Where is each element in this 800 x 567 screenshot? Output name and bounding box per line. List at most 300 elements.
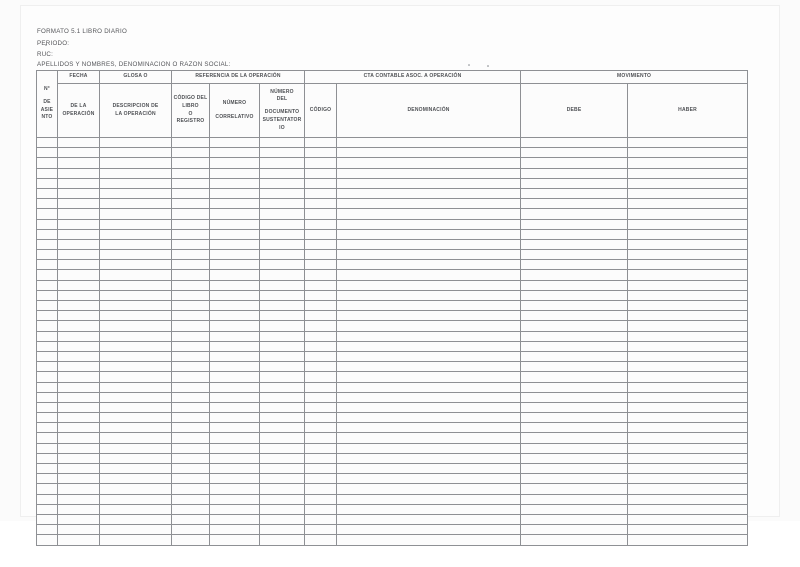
- cell-codigo-libro[interactable]: [172, 484, 210, 494]
- cell-codigo-libro[interactable]: [172, 464, 210, 474]
- cell-codigo-libro[interactable]: [172, 504, 210, 514]
- cell-numero-asiento[interactable]: [37, 260, 58, 270]
- cell-debe[interactable]: [521, 413, 628, 423]
- cell-debe[interactable]: [521, 535, 628, 545]
- cell-numero-correlativo[interactable]: [210, 443, 260, 453]
- cell-codigo-cuenta[interactable]: [305, 239, 337, 249]
- cell-glosa[interactable]: [100, 311, 172, 321]
- cell-numero-correlativo[interactable]: [210, 148, 260, 158]
- cell-numero-correlativo[interactable]: [210, 158, 260, 168]
- cell-numero-documento[interactable]: [260, 270, 305, 280]
- cell-codigo-cuenta[interactable]: [305, 402, 337, 412]
- cell-haber[interactable]: [628, 168, 748, 178]
- cell-fecha[interactable]: [58, 372, 100, 382]
- cell-debe[interactable]: [521, 331, 628, 341]
- cell-numero-asiento[interactable]: [37, 229, 58, 239]
- cell-denominacion[interactable]: [337, 250, 521, 260]
- cell-codigo-libro[interactable]: [172, 453, 210, 463]
- cell-debe[interactable]: [521, 351, 628, 361]
- cell-codigo-cuenta[interactable]: [305, 148, 337, 158]
- cell-denominacion[interactable]: [337, 514, 521, 524]
- cell-numero-asiento[interactable]: [37, 341, 58, 351]
- cell-numero-correlativo[interactable]: [210, 392, 260, 402]
- cell-denominacion[interactable]: [337, 290, 521, 300]
- cell-glosa[interactable]: [100, 188, 172, 198]
- table-row[interactable]: [37, 280, 748, 290]
- cell-glosa[interactable]: [100, 260, 172, 270]
- cell-glosa[interactable]: [100, 351, 172, 361]
- cell-codigo-libro[interactable]: [172, 321, 210, 331]
- cell-debe[interactable]: [521, 453, 628, 463]
- cell-numero-asiento[interactable]: [37, 494, 58, 504]
- cell-glosa[interactable]: [100, 290, 172, 300]
- cell-numero-correlativo[interactable]: [210, 331, 260, 341]
- cell-fecha[interactable]: [58, 280, 100, 290]
- cell-glosa[interactable]: [100, 219, 172, 229]
- cell-numero-correlativo[interactable]: [210, 525, 260, 535]
- cell-numero-asiento[interactable]: [37, 178, 58, 188]
- cell-numero-asiento[interactable]: [37, 514, 58, 524]
- cell-codigo-cuenta[interactable]: [305, 351, 337, 361]
- cell-numero-asiento[interactable]: [37, 392, 58, 402]
- cell-codigo-libro[interactable]: [172, 188, 210, 198]
- cell-fecha[interactable]: [58, 494, 100, 504]
- cell-debe[interactable]: [521, 433, 628, 443]
- cell-numero-asiento[interactable]: [37, 464, 58, 474]
- cell-numero-correlativo[interactable]: [210, 301, 260, 311]
- cell-haber[interactable]: [628, 525, 748, 535]
- cell-haber[interactable]: [628, 402, 748, 412]
- table-row[interactable]: [37, 188, 748, 198]
- cell-denominacion[interactable]: [337, 168, 521, 178]
- cell-numero-asiento[interactable]: [37, 525, 58, 535]
- cell-debe[interactable]: [521, 443, 628, 453]
- cell-denominacion[interactable]: [337, 413, 521, 423]
- cell-numero-asiento[interactable]: [37, 413, 58, 423]
- table-row[interactable]: [37, 433, 748, 443]
- table-row[interactable]: [37, 321, 748, 331]
- cell-codigo-cuenta[interactable]: [305, 270, 337, 280]
- cell-fecha[interactable]: [58, 239, 100, 249]
- cell-haber[interactable]: [628, 504, 748, 514]
- cell-fecha[interactable]: [58, 341, 100, 351]
- cell-haber[interactable]: [628, 413, 748, 423]
- cell-glosa[interactable]: [100, 494, 172, 504]
- cell-codigo-libro[interactable]: [172, 138, 210, 148]
- cell-numero-correlativo[interactable]: [210, 138, 260, 148]
- table-row[interactable]: [37, 199, 748, 209]
- cell-debe[interactable]: [521, 464, 628, 474]
- cell-haber[interactable]: [628, 423, 748, 433]
- table-row[interactable]: [37, 535, 748, 545]
- cell-numero-correlativo[interactable]: [210, 433, 260, 443]
- cell-numero-asiento[interactable]: [37, 382, 58, 392]
- cell-numero-asiento[interactable]: [37, 250, 58, 260]
- cell-denominacion[interactable]: [337, 484, 521, 494]
- cell-haber[interactable]: [628, 484, 748, 494]
- cell-fecha[interactable]: [58, 433, 100, 443]
- cell-debe[interactable]: [521, 362, 628, 372]
- cell-codigo-libro[interactable]: [172, 423, 210, 433]
- cell-haber[interactable]: [628, 301, 748, 311]
- cell-fecha[interactable]: [58, 158, 100, 168]
- cell-numero-documento[interactable]: [260, 504, 305, 514]
- cell-fecha[interactable]: [58, 148, 100, 158]
- cell-numero-correlativo[interactable]: [210, 413, 260, 423]
- cell-numero-documento[interactable]: [260, 239, 305, 249]
- cell-numero-asiento[interactable]: [37, 290, 58, 300]
- cell-haber[interactable]: [628, 494, 748, 504]
- cell-codigo-libro[interactable]: [172, 474, 210, 484]
- cell-numero-asiento[interactable]: [37, 148, 58, 158]
- cell-denominacion[interactable]: [337, 321, 521, 331]
- cell-fecha[interactable]: [58, 219, 100, 229]
- cell-numero-correlativo[interactable]: [210, 260, 260, 270]
- cell-numero-asiento[interactable]: [37, 331, 58, 341]
- cell-haber[interactable]: [628, 474, 748, 484]
- table-row[interactable]: [37, 525, 748, 535]
- table-row[interactable]: [37, 504, 748, 514]
- cell-haber[interactable]: [628, 270, 748, 280]
- cell-haber[interactable]: [628, 382, 748, 392]
- cell-codigo-cuenta[interactable]: [305, 525, 337, 535]
- cell-denominacion[interactable]: [337, 392, 521, 402]
- cell-haber[interactable]: [628, 138, 748, 148]
- cell-fecha[interactable]: [58, 382, 100, 392]
- cell-codigo-libro[interactable]: [172, 433, 210, 443]
- cell-denominacion[interactable]: [337, 474, 521, 484]
- cell-glosa[interactable]: [100, 280, 172, 290]
- cell-codigo-cuenta[interactable]: [305, 311, 337, 321]
- cell-denominacion[interactable]: [337, 148, 521, 158]
- cell-codigo-cuenta[interactable]: [305, 280, 337, 290]
- cell-numero-correlativo[interactable]: [210, 351, 260, 361]
- cell-debe[interactable]: [521, 504, 628, 514]
- cell-codigo-libro[interactable]: [172, 280, 210, 290]
- cell-debe[interactable]: [521, 290, 628, 300]
- table-row[interactable]: [37, 413, 748, 423]
- table-row[interactable]: [37, 494, 748, 504]
- cell-denominacion[interactable]: [337, 270, 521, 280]
- cell-denominacion[interactable]: [337, 311, 521, 321]
- cell-haber[interactable]: [628, 311, 748, 321]
- table-row[interactable]: [37, 372, 748, 382]
- cell-numero-documento[interactable]: [260, 290, 305, 300]
- cell-debe[interactable]: [521, 280, 628, 290]
- cell-numero-correlativo[interactable]: [210, 514, 260, 524]
- cell-glosa[interactable]: [100, 301, 172, 311]
- cell-codigo-libro[interactable]: [172, 341, 210, 351]
- cell-fecha[interactable]: [58, 453, 100, 463]
- cell-haber[interactable]: [628, 464, 748, 474]
- cell-fecha[interactable]: [58, 168, 100, 178]
- cell-codigo-libro[interactable]: [172, 239, 210, 249]
- cell-numero-correlativo[interactable]: [210, 423, 260, 433]
- cell-numero-documento[interactable]: [260, 341, 305, 351]
- cell-numero-documento[interactable]: [260, 209, 305, 219]
- cell-numero-asiento[interactable]: [37, 402, 58, 412]
- cell-debe[interactable]: [521, 392, 628, 402]
- cell-denominacion[interactable]: [337, 494, 521, 504]
- cell-numero-asiento[interactable]: [37, 188, 58, 198]
- cell-codigo-cuenta[interactable]: [305, 168, 337, 178]
- cell-fecha[interactable]: [58, 464, 100, 474]
- cell-codigo-cuenta[interactable]: [305, 178, 337, 188]
- cell-fecha[interactable]: [58, 199, 100, 209]
- cell-numero-correlativo[interactable]: [210, 229, 260, 239]
- cell-debe[interactable]: [521, 229, 628, 239]
- cell-haber[interactable]: [628, 250, 748, 260]
- cell-denominacion[interactable]: [337, 402, 521, 412]
- cell-numero-documento[interactable]: [260, 392, 305, 402]
- table-row[interactable]: [37, 453, 748, 463]
- cell-haber[interactable]: [628, 209, 748, 219]
- cell-debe[interactable]: [521, 321, 628, 331]
- cell-numero-documento[interactable]: [260, 178, 305, 188]
- table-row[interactable]: [37, 382, 748, 392]
- cell-fecha[interactable]: [58, 138, 100, 148]
- cell-codigo-cuenta[interactable]: [305, 514, 337, 524]
- cell-fecha[interactable]: [58, 474, 100, 484]
- cell-denominacion[interactable]: [337, 199, 521, 209]
- cell-glosa[interactable]: [100, 148, 172, 158]
- cell-numero-documento[interactable]: [260, 331, 305, 341]
- cell-numero-correlativo[interactable]: [210, 270, 260, 280]
- cell-fecha[interactable]: [58, 260, 100, 270]
- cell-debe[interactable]: [521, 250, 628, 260]
- cell-fecha[interactable]: [58, 514, 100, 524]
- cell-codigo-cuenta[interactable]: [305, 372, 337, 382]
- cell-numero-documento[interactable]: [260, 402, 305, 412]
- cell-numero-asiento[interactable]: [37, 504, 58, 514]
- cell-numero-correlativo[interactable]: [210, 239, 260, 249]
- cell-codigo-libro[interactable]: [172, 199, 210, 209]
- cell-codigo-cuenta[interactable]: [305, 433, 337, 443]
- cell-numero-documento[interactable]: [260, 250, 305, 260]
- cell-codigo-libro[interactable]: [172, 270, 210, 280]
- table-row[interactable]: [37, 351, 748, 361]
- cell-fecha[interactable]: [58, 311, 100, 321]
- cell-codigo-libro[interactable]: [172, 260, 210, 270]
- cell-numero-correlativo[interactable]: [210, 535, 260, 545]
- cell-glosa[interactable]: [100, 514, 172, 524]
- cell-fecha[interactable]: [58, 402, 100, 412]
- cell-codigo-libro[interactable]: [172, 382, 210, 392]
- cell-codigo-libro[interactable]: [172, 525, 210, 535]
- table-row[interactable]: [37, 311, 748, 321]
- cell-numero-documento[interactable]: [260, 433, 305, 443]
- cell-codigo-libro[interactable]: [172, 351, 210, 361]
- cell-numero-asiento[interactable]: [37, 372, 58, 382]
- cell-numero-asiento[interactable]: [37, 474, 58, 484]
- cell-numero-correlativo[interactable]: [210, 219, 260, 229]
- table-row[interactable]: [37, 178, 748, 188]
- cell-numero-documento[interactable]: [260, 260, 305, 270]
- cell-glosa[interactable]: [100, 504, 172, 514]
- table-row[interactable]: [37, 341, 748, 351]
- cell-debe[interactable]: [521, 382, 628, 392]
- cell-codigo-cuenta[interactable]: [305, 331, 337, 341]
- cell-numero-documento[interactable]: [260, 514, 305, 524]
- table-row[interactable]: [37, 301, 748, 311]
- cell-debe[interactable]: [521, 158, 628, 168]
- cell-numero-asiento[interactable]: [37, 270, 58, 280]
- cell-denominacion[interactable]: [337, 260, 521, 270]
- table-row[interactable]: [37, 148, 748, 158]
- cell-codigo-cuenta[interactable]: [305, 413, 337, 423]
- cell-numero-asiento[interactable]: [37, 199, 58, 209]
- cell-codigo-libro[interactable]: [172, 229, 210, 239]
- cell-glosa[interactable]: [100, 413, 172, 423]
- cell-numero-correlativo[interactable]: [210, 321, 260, 331]
- cell-numero-documento[interactable]: [260, 423, 305, 433]
- cell-numero-documento[interactable]: [260, 474, 305, 484]
- cell-numero-correlativo[interactable]: [210, 168, 260, 178]
- cell-glosa[interactable]: [100, 484, 172, 494]
- table-row[interactable]: [37, 392, 748, 402]
- cell-numero-correlativo[interactable]: [210, 290, 260, 300]
- cell-numero-documento[interactable]: [260, 321, 305, 331]
- cell-glosa[interactable]: [100, 321, 172, 331]
- cell-denominacion[interactable]: [337, 423, 521, 433]
- table-row[interactable]: [37, 331, 748, 341]
- cell-codigo-cuenta[interactable]: [305, 382, 337, 392]
- cell-debe[interactable]: [521, 199, 628, 209]
- cell-debe[interactable]: [521, 402, 628, 412]
- cell-glosa[interactable]: [100, 372, 172, 382]
- cell-codigo-cuenta[interactable]: [305, 494, 337, 504]
- cell-fecha[interactable]: [58, 188, 100, 198]
- table-row[interactable]: [37, 474, 748, 484]
- cell-numero-correlativo[interactable]: [210, 382, 260, 392]
- table-row[interactable]: [37, 423, 748, 433]
- cell-numero-correlativo[interactable]: [210, 199, 260, 209]
- cell-haber[interactable]: [628, 290, 748, 300]
- cell-numero-documento[interactable]: [260, 188, 305, 198]
- cell-codigo-libro[interactable]: [172, 402, 210, 412]
- cell-codigo-libro[interactable]: [172, 535, 210, 545]
- cell-debe[interactable]: [521, 484, 628, 494]
- cell-debe[interactable]: [521, 239, 628, 249]
- cell-denominacion[interactable]: [337, 372, 521, 382]
- cell-fecha[interactable]: [58, 423, 100, 433]
- cell-codigo-cuenta[interactable]: [305, 250, 337, 260]
- cell-glosa[interactable]: [100, 525, 172, 535]
- cell-debe[interactable]: [521, 311, 628, 321]
- cell-glosa[interactable]: [100, 270, 172, 280]
- table-row[interactable]: [37, 270, 748, 280]
- cell-codigo-libro[interactable]: [172, 178, 210, 188]
- cell-debe[interactable]: [521, 209, 628, 219]
- cell-numero-documento[interactable]: [260, 311, 305, 321]
- cell-codigo-libro[interactable]: [172, 392, 210, 402]
- cell-denominacion[interactable]: [337, 362, 521, 372]
- cell-denominacion[interactable]: [337, 331, 521, 341]
- cell-numero-correlativo[interactable]: [210, 504, 260, 514]
- cell-glosa[interactable]: [100, 331, 172, 341]
- cell-haber[interactable]: [628, 280, 748, 290]
- cell-numero-documento[interactable]: [260, 413, 305, 423]
- cell-numero-correlativo[interactable]: [210, 484, 260, 494]
- cell-glosa[interactable]: [100, 382, 172, 392]
- cell-denominacion[interactable]: [337, 433, 521, 443]
- cell-glosa[interactable]: [100, 209, 172, 219]
- cell-numero-correlativo[interactable]: [210, 280, 260, 290]
- cell-numero-documento[interactable]: [260, 148, 305, 158]
- table-row[interactable]: [37, 219, 748, 229]
- cell-numero-documento[interactable]: [260, 382, 305, 392]
- cell-glosa[interactable]: [100, 443, 172, 453]
- cell-numero-asiento[interactable]: [37, 321, 58, 331]
- cell-fecha[interactable]: [58, 209, 100, 219]
- cell-fecha[interactable]: [58, 321, 100, 331]
- cell-numero-asiento[interactable]: [37, 443, 58, 453]
- table-row[interactable]: [37, 464, 748, 474]
- cell-numero-documento[interactable]: [260, 372, 305, 382]
- cell-numero-asiento[interactable]: [37, 168, 58, 178]
- cell-numero-documento[interactable]: [260, 138, 305, 148]
- cell-numero-asiento[interactable]: [37, 219, 58, 229]
- cell-numero-correlativo[interactable]: [210, 188, 260, 198]
- cell-haber[interactable]: [628, 351, 748, 361]
- cell-glosa[interactable]: [100, 464, 172, 474]
- cell-numero-documento[interactable]: [260, 494, 305, 504]
- cell-debe[interactable]: [521, 178, 628, 188]
- cell-glosa[interactable]: [100, 402, 172, 412]
- cell-codigo-libro[interactable]: [172, 209, 210, 219]
- cell-haber[interactable]: [628, 331, 748, 341]
- cell-numero-documento[interactable]: [260, 535, 305, 545]
- table-row[interactable]: [37, 443, 748, 453]
- cell-debe[interactable]: [521, 372, 628, 382]
- cell-codigo-libro[interactable]: [172, 413, 210, 423]
- cell-numero-asiento[interactable]: [37, 280, 58, 290]
- cell-numero-asiento[interactable]: [37, 158, 58, 168]
- table-row[interactable]: [37, 514, 748, 524]
- cell-haber[interactable]: [628, 188, 748, 198]
- cell-numero-documento[interactable]: [260, 219, 305, 229]
- cell-fecha[interactable]: [58, 392, 100, 402]
- cell-codigo-libro[interactable]: [172, 372, 210, 382]
- cell-numero-asiento[interactable]: [37, 433, 58, 443]
- cell-numero-documento[interactable]: [260, 229, 305, 239]
- cell-fecha[interactable]: [58, 504, 100, 514]
- table-row[interactable]: [37, 168, 748, 178]
- cell-codigo-cuenta[interactable]: [305, 341, 337, 351]
- cell-codigo-cuenta[interactable]: [305, 209, 337, 219]
- cell-glosa[interactable]: [100, 341, 172, 351]
- cell-numero-correlativo[interactable]: [210, 178, 260, 188]
- cell-numero-documento[interactable]: [260, 280, 305, 290]
- cell-codigo-cuenta[interactable]: [305, 474, 337, 484]
- cell-denominacion[interactable]: [337, 464, 521, 474]
- cell-haber[interactable]: [628, 219, 748, 229]
- cell-denominacion[interactable]: [337, 382, 521, 392]
- cell-numero-documento[interactable]: [260, 158, 305, 168]
- cell-numero-documento[interactable]: [260, 168, 305, 178]
- cell-debe[interactable]: [521, 148, 628, 158]
- cell-glosa[interactable]: [100, 239, 172, 249]
- table-row[interactable]: [37, 138, 748, 148]
- cell-fecha[interactable]: [58, 535, 100, 545]
- cell-haber[interactable]: [628, 239, 748, 249]
- cell-numero-asiento[interactable]: [37, 209, 58, 219]
- cell-haber[interactable]: [628, 392, 748, 402]
- cell-numero-documento[interactable]: [260, 301, 305, 311]
- cell-numero-correlativo[interactable]: [210, 372, 260, 382]
- cell-codigo-libro[interactable]: [172, 514, 210, 524]
- cell-codigo-libro[interactable]: [172, 158, 210, 168]
